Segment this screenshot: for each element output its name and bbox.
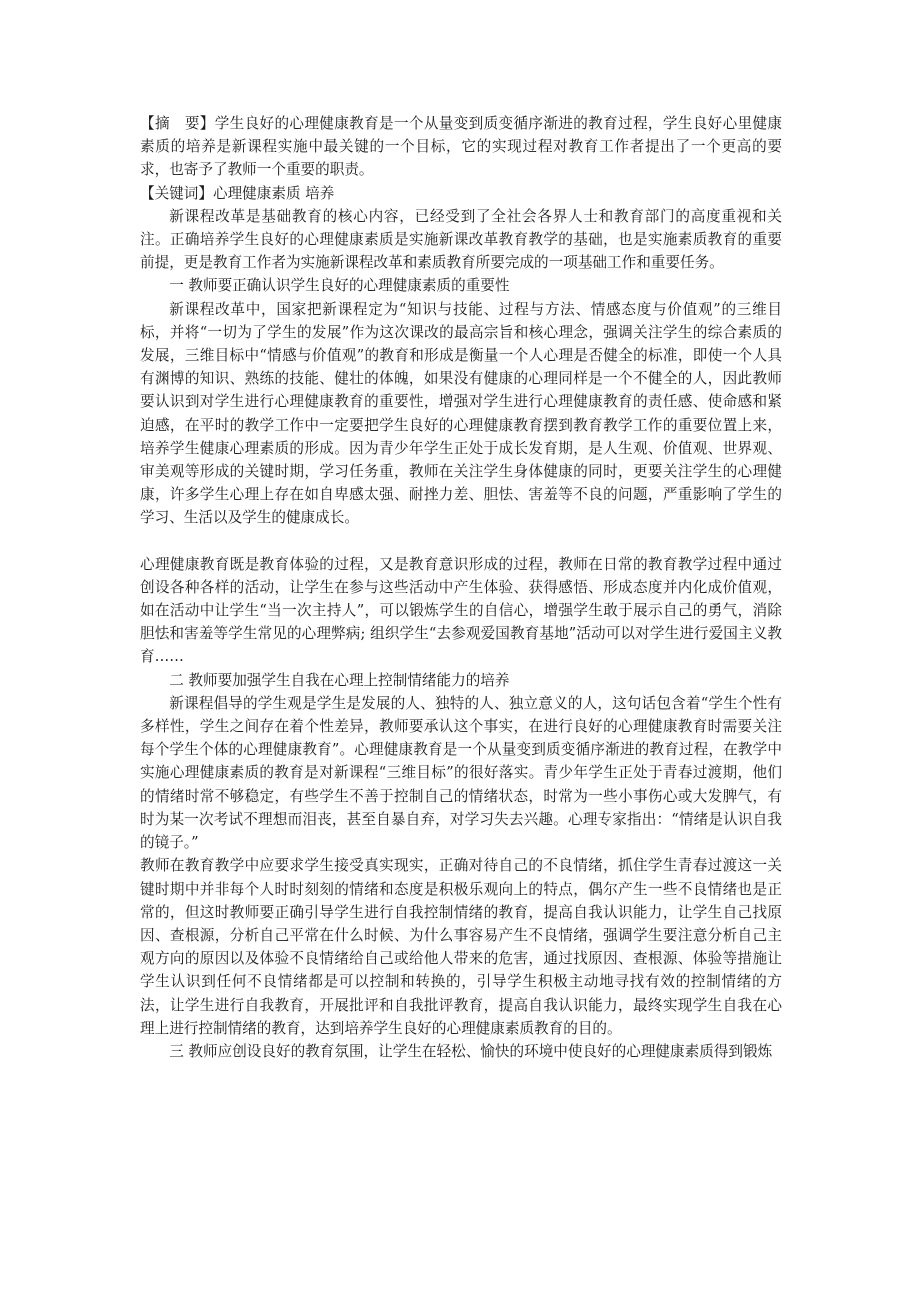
keywords-label: 【关键词】: [140, 184, 213, 202]
abstract-label: 【摘 要】: [140, 115, 215, 132]
section-2-paragraph-1: 新课程倡导的学生观是学生是发展的人、独特的人、独立意义的人，这句话包含着“学生个性有多样性，学生之间存在着个性差异，教师要承认这个事实，在进行良好的心理健康教育时需要关注每个学生个体的心理健康教育”。心理健康教育是一个从量变到质变循序渐进的教育过程，在教学中实施心理健康素质的教育是对新课程“三维目标”的很好落实。青少年学生正处于青春过渡期，他们的情绪时常不够稳定，有些学生不善于控制自己的情绪状态，时常为一些小事伤心或大发脾气，有时为某一次考试不理想而泪丧，甚至自暴自弃，对学习失去兴趣。心理专家指出：“情绪是认识自我的镜子。”: [140, 694, 782, 852]
section-2-paragraph-2: 教师在教育教学中应要求学生接受真实现实，正确对待自己的不良情绪，抓住学生青春过渡这一关键时期中并非每个人时时刻刻的情绪和态度是积极乐观向上的特点，偶尔产生一些不良情绪也是正常的，但这时教师要正确引导学生进行自我控制情绪的教育，提高自我认识能力，让学生自己找原因、查根源，分析自己平常在什么时候、为什么事容易产生不良情绪，强调学生要注意分析自己主观方向的原因以及体验不良情绪给自己或给他人带来的危害，通过找原因、查根源、体验等措施让学生认识到任何不良情绪都是可以控制和转换的，引导学生积极主动地寻找有效的控制情绪的方法，让学生进行自我教育，开展批评和自我批评教育，提高自我认识能力，最终实现学生自我在心理上进行控制情绪的教育，达到培养学生良好的心理健康素质教育的目的。: [140, 857, 782, 1037]
section-1-paragraph-2: 心理健康教育既是教育体验的过程，又是教育意识形成的过程，教师在日常的教育教学过程中通过创设各种各样的活动，让学生在参与这些活动中产生体验、获得感悟、形成态度并内化成价值观，如在活动中让学生“当一次主持人”，可以锻炼学生的自信心，增强学生敢于展示自己的勇气，消除胆怯和害羞等学生常见的心理弊病; 组织学生“去参观爱国教育基地”活动可以对学生进行爱国主义教育……: [140, 555, 782, 666]
section-heading-1: 一 教师要正确认识学生良好的心理健康素质的重要性: [169, 277, 510, 295]
intro-paragraph: 新课程改革是基础教育的核心内容，已经受到了全社会各界人士和教育部门的高度重视和关注。正确培养学生良好的心理健康素质是实施新课改革教育教学的基础，也是实施素质教育的重要前提，更是教育工作者为实施新课程改革和素质教育所要完成的一项基础工作和重要任务。: [140, 207, 782, 272]
section-heading-3: 三 教师应创设良好的教育氛围，让学生在轻松、愉快的环境中使良好的心理健康素质得到锻炼: [169, 1042, 773, 1060]
section-1-paragraph-1: 新课程改革中，国家把新课程定为“知识与技能、过程与方法、情感态度与价值观”的三维目标，并将“一切为了学生的发展”作为这次课改的最高宗旨和核心理念，强调关注学生的综合素质的发展，三维目标中“情感与价值观”的教育和形成是衡量一个人心理是否健全的标准，即使一个人具有渊博的知识、熟练的技能、健壮的体魄，如果没有健康的心理同样是一个不健全的人，因此教师要认识到对学生进行心理健康教育的重要性，增强对学生进行心理健康教育的责任感、使命感和紧迫感，在平时的教学工作中一定要把学生良好的心理健康教育摆到教育教学工作的重要位置上来，培养学生健康心理素质的形成。因为青少年学生正处于成长发育期，是人生观、价值观、世界观、审美观等形成的关键时期，学习任务重，教师在关注学生身体健康的同时，更要关注学生的心理健康，许多学生心理上存在如自卑感太强、耐挫力差、胆怯、害羞等不良的问题，严重影响了学生的学习、生活以及学生的健康成长。: [140, 300, 782, 527]
abstract: [140, 112, 782, 182]
document-body: [140, 112, 782, 1063]
section-heading-2: 二 教师要加强学生自我在心理上控制情绪能力的培养: [169, 671, 510, 689]
abstract-text: 学生良好的心理健康教育是一个从量变到质变循序渐进的教育过程，学生良好心里健康素质的培养是新课程实施中最关键的一个目标，它的实现过程对教育工作者提出了一个更高的要求，也寄予了教师一个重要的职责。: [140, 115, 782, 179]
keywords: [140, 182, 782, 205]
keywords-text: 心理健康素质 培养: [212, 184, 335, 202]
